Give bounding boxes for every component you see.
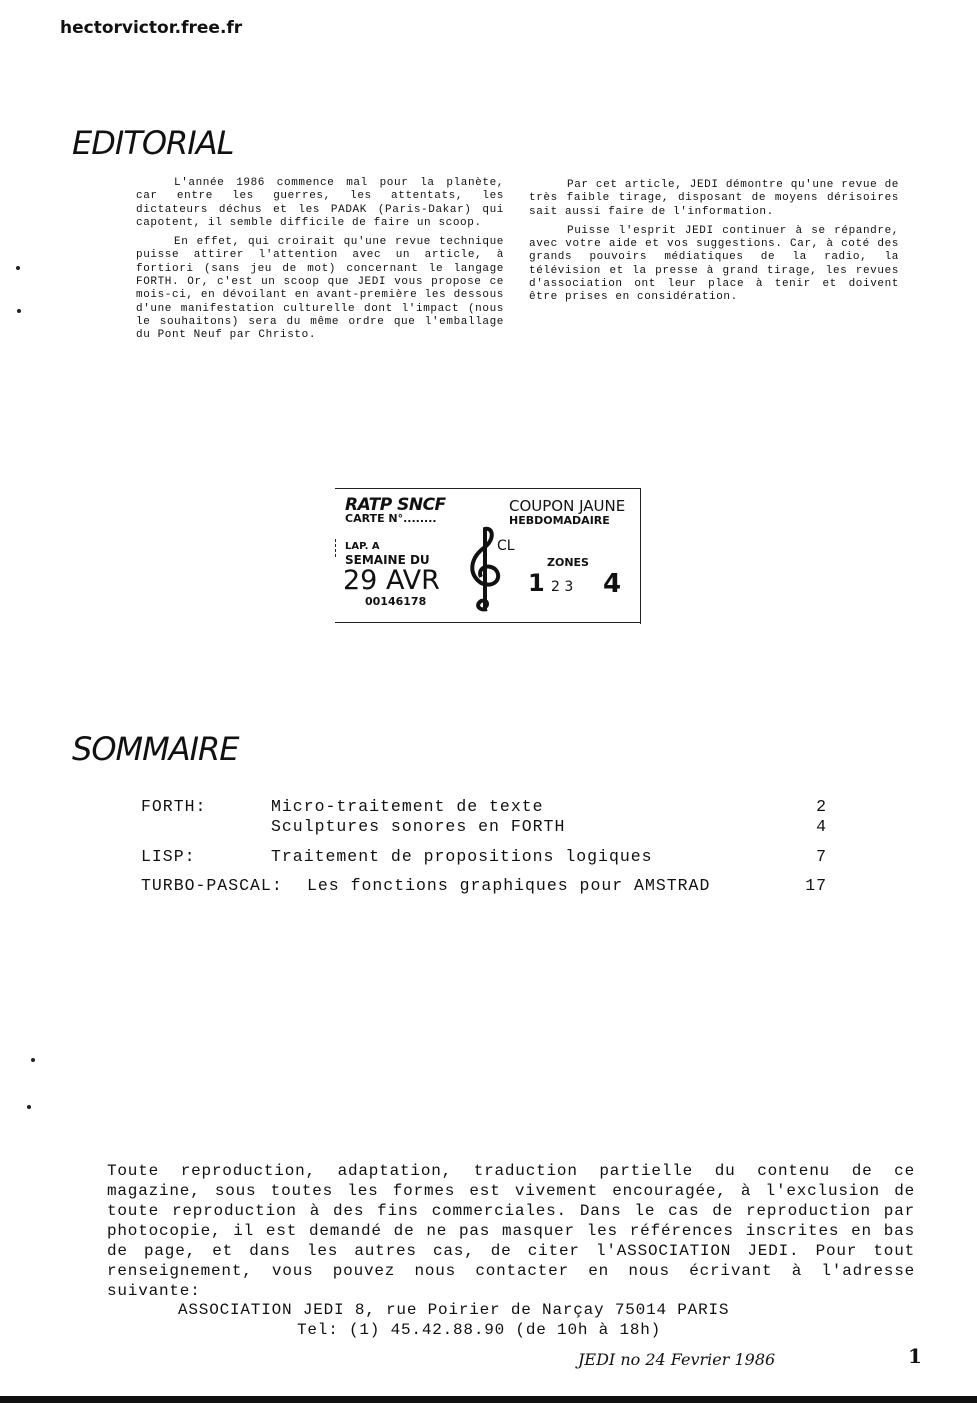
toc-page: 7 <box>816 847 827 866</box>
editorial-right-column <box>529 179 899 311</box>
association-phone: Tel: (1) 45.42.88.90 (de 10h à 18h) <box>297 1321 662 1339</box>
ticket-zones-label: ZONES <box>547 556 589 569</box>
ticket-brand: RATP SNCF <box>345 495 446 515</box>
toc-page: 17 <box>805 876 827 895</box>
ticket-class: CL <box>497 538 515 554</box>
ticket-zone-mid: 2 3 <box>551 579 574 595</box>
scan-mark <box>31 1058 35 1062</box>
notice-text: Toute reproduction, adaptation, traduction partielle du contenu de ce magazine, sous toutes les formes est vivement encouragée, à l'exclusion de toute reproduction à des fins commerciales. Dans le cas de reproduction par photocopie, il est demandé de ne pas masquer les références inscrites en bas de page, et dans les autres cas, de citer l'ASSOCIATION JEDI. Pour tout renseignement, vous pouvez nous contacter en nous écrivant à l'adresse suivante: <box>107 1162 915 1300</box>
sommaire-title: SOMMAIRE <box>72 730 239 768</box>
toc-section: TURBO-PASCAL: <box>141 876 283 895</box>
ticket-serial: 00146178 <box>365 595 427 608</box>
ticket-coupon: COUPON JAUNE <box>509 497 626 515</box>
editorial-title: EDITORIAL <box>72 124 234 162</box>
ticket-date: 29 AVR <box>343 565 440 596</box>
toc-entry: Sculptures sonores en FORTH <box>271 817 566 836</box>
site-url: hectorvictor.free.fr <box>60 18 243 38</box>
editorial-paragraph: L'année 1986 commence mal pour la planète, car entre les guerres, les attentats, les dictateurs déchus et les PADAK (Paris-Dakar) qui capotent, il semble difficile de faire un scoop. <box>136 177 504 229</box>
toc-section: LISP: <box>141 847 196 866</box>
toc-page: 4 <box>816 817 827 836</box>
association-address: ASSOCIATION JEDI 8, rue Poirier de Narçay 75014 PARIS <box>178 1301 730 1319</box>
editorial-paragraph: En effet, qui croirait qu'une revue technique puisse attirer l'attention avec un article, à fortiori (sans jeu de mot) concernant le langage FORTH. Or, c'est un scoop que JEDI vous propose ce mois-ci, en dévoilant en avant-première les dessous d'une manifestation culturelle dont l'impact (nous le souhaitons) sera du même ordre que l'emballage du Pont Neuf par Christo. <box>136 236 504 342</box>
ticket-lap: LAP. A <box>345 541 380 552</box>
editorial-paragraph: Par cet article, JEDI démontre qu'une revue de très faible tirage, disposant de moyens dérisoires sait aussi faire de l'information. <box>529 179 899 218</box>
toc-page: 2 <box>816 797 827 816</box>
table-of-contents <box>141 797 841 896</box>
metro-ticket <box>335 488 641 624</box>
ticket-week-label: SEMAINE DU <box>345 553 430 567</box>
treble-clef-icon <box>461 525 511 613</box>
ticket-edge <box>335 622 641 623</box>
ticket-hebdo: HEBDOMADAIRE <box>509 514 610 527</box>
toc-row <box>141 797 841 817</box>
reproduction-notice <box>107 1161 915 1301</box>
issue-footer: JEDI no 24 Fevrier 1986 <box>578 1350 776 1369</box>
toc-row <box>141 847 841 867</box>
editorial-paragraph: Puisse l'esprit JEDI continuer à se répandre, avec votre aide et vos suggestions. Car, à coté des grands pouvoirs médiatiques de la radio, la télévision et la presse à grand tirage, les revues d'association ont leur place à tenir et doivent être prises en considération. <box>529 224 899 304</box>
ticket-zone-end: 4 <box>603 569 622 599</box>
toc-entry: Micro-traitement de texte <box>271 797 544 816</box>
scan-mark <box>27 1105 31 1109</box>
ticket-zone-start: 1 <box>528 569 545 597</box>
toc-entry: Traitement de propositions logiques <box>271 847 653 866</box>
scan-mark <box>16 266 20 270</box>
toc-row <box>141 876 841 896</box>
scan-mark <box>17 309 21 313</box>
ticket-card-number: CARTE N°........ <box>345 512 437 525</box>
toc-entry: Les fonctions graphiques pour AMSTRAD <box>307 876 711 895</box>
toc-row <box>141 817 841 837</box>
scan-edge <box>0 1396 977 1403</box>
ticket-perforation <box>335 539 337 557</box>
editorial-left-column <box>136 177 504 349</box>
page-number: 1 <box>908 1344 922 1368</box>
toc-section: FORTH: <box>141 797 207 816</box>
